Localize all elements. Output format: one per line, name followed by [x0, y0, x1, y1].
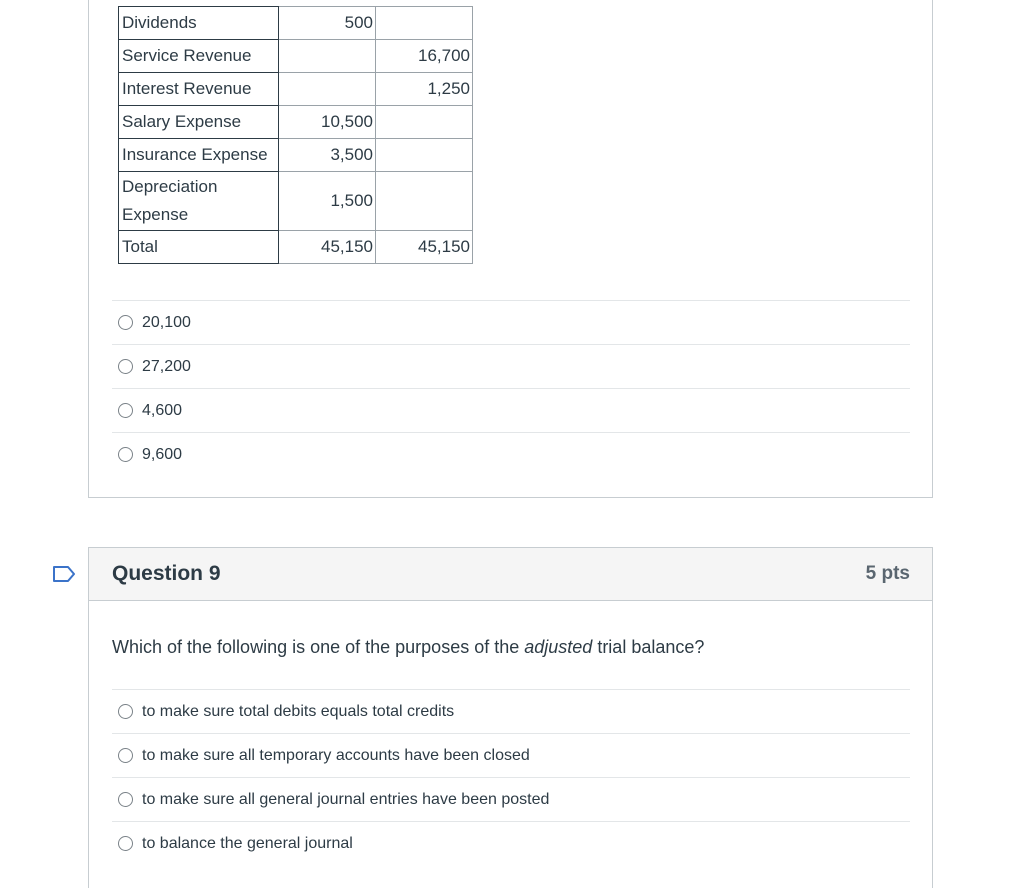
credit-cell [376, 106, 473, 139]
credit-cell [376, 139, 473, 172]
account-cell: Service Revenue [119, 40, 279, 73]
debit-cell: 45,150 [279, 231, 376, 264]
question-text-part: trial balance? [592, 637, 705, 657]
question-title: Question 9 [112, 562, 221, 585]
radio-button[interactable] [118, 748, 133, 763]
radio-button[interactable] [118, 792, 133, 807]
answer-option[interactable] [112, 344, 910, 388]
debit-cell [279, 73, 376, 106]
table-row [119, 73, 473, 106]
question-text-emphasis: adjusted [524, 637, 593, 657]
radio-button[interactable] [118, 704, 133, 719]
question-9-answers [112, 689, 910, 865]
radio-button[interactable] [118, 403, 133, 418]
question-header [89, 548, 932, 601]
debit-cell: 3,500 [279, 139, 376, 172]
account-cell: Insurance Expense [119, 139, 279, 172]
account-cell: Salary Expense [119, 106, 279, 139]
answer-label[interactable]: 20,100 [142, 313, 191, 331]
answer-label[interactable]: to make sure total debits equals total credits [142, 702, 455, 720]
answer-option[interactable] [112, 733, 910, 777]
debit-cell: 10,500 [279, 106, 376, 139]
answer-label[interactable]: to make sure all general journal entries have been posted [142, 790, 550, 808]
account-cell: Total [119, 231, 279, 264]
credit-cell: 16,700 [376, 40, 473, 73]
table-row [119, 231, 473, 264]
answer-option[interactable] [112, 777, 910, 821]
credit-cell [376, 7, 473, 40]
answer-option[interactable] [112, 432, 910, 476]
answer-label[interactable]: 9,600 [142, 445, 183, 463]
answer-option[interactable] [112, 300, 910, 344]
trial-balance-table [118, 6, 473, 264]
answer-label[interactable]: 4,600 [142, 401, 183, 419]
credit-cell: 45,150 [376, 231, 473, 264]
account-cell: Interest Revenue [119, 73, 279, 106]
question-8-answers [112, 300, 910, 476]
account-cell: Dividends [119, 7, 279, 40]
radio-button[interactable] [118, 359, 133, 374]
radio-button[interactable] [118, 447, 133, 462]
radio-button[interactable] [118, 836, 133, 851]
question-text [112, 637, 704, 658]
table-row [119, 106, 473, 139]
answer-option[interactable] [112, 821, 910, 865]
debit-cell: 500 [279, 7, 376, 40]
answer-option[interactable] [112, 689, 910, 733]
credit-cell: 1,250 [376, 73, 473, 106]
table-row [119, 172, 473, 231]
answer-option[interactable] [112, 388, 910, 432]
question-points: 5 pts [865, 563, 910, 584]
radio-button[interactable] [118, 315, 133, 330]
debit-cell [279, 40, 376, 73]
question-text-part: Which of the following is one of the purposes of the [112, 637, 525, 657]
credit-cell [376, 172, 473, 231]
table-row [119, 139, 473, 172]
answer-label[interactable]: 27,200 [142, 357, 191, 375]
answer-label[interactable]: to balance the general journal [142, 834, 353, 852]
table-row [119, 7, 473, 40]
answer-label[interactable]: to make sure all temporary accounts have been closed [142, 746, 530, 764]
debit-cell: 1,500 [279, 172, 376, 231]
account-cell: Depreciation Expense [119, 172, 279, 231]
flag-question-icon[interactable] [53, 566, 75, 582]
table-row [119, 40, 473, 73]
